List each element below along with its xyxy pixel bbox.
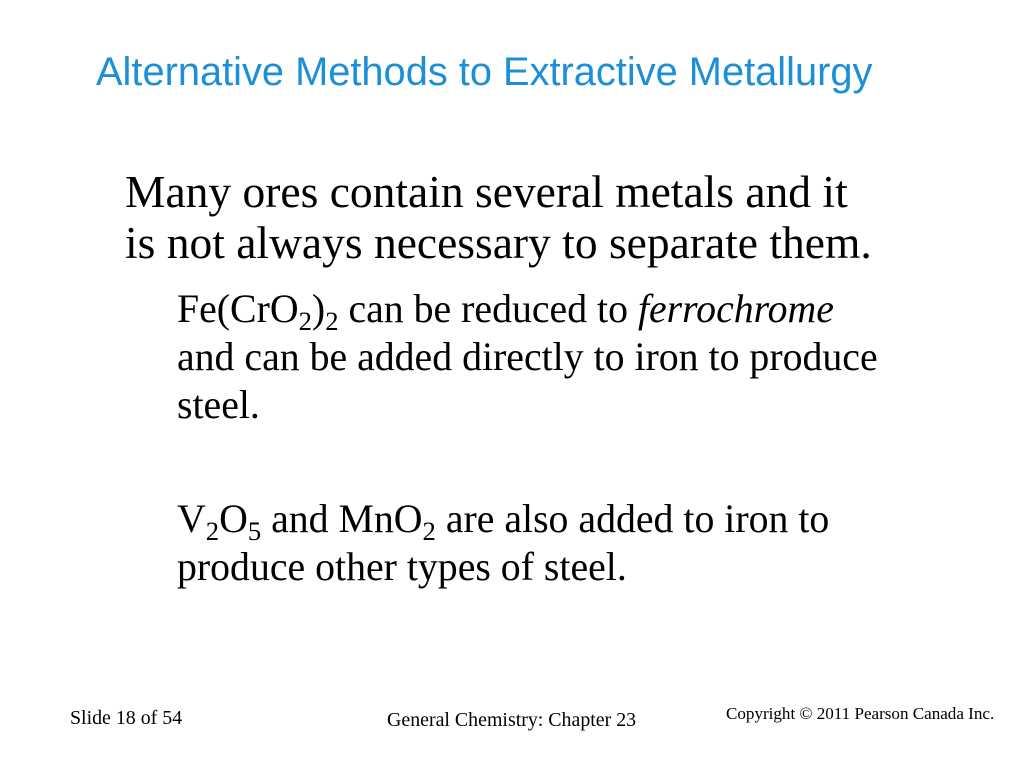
subscript: 2 xyxy=(325,305,339,336)
formula-text: Fe(CrO xyxy=(177,287,299,331)
sub-point-line: and can be added directly to iron to produce xyxy=(177,335,878,379)
formula-text: ) xyxy=(311,287,326,331)
footer-chapter: General Chemistry: Chapter 23 xyxy=(387,709,637,731)
sub-point-line xyxy=(177,285,878,336)
body-text: are also added to iron to xyxy=(435,497,830,541)
body-text: and MnO xyxy=(261,497,423,541)
footer-copyright: Copyright © 2011 Pearson Canada Inc. xyxy=(726,704,995,723)
subscript: 2 xyxy=(298,305,312,336)
sub-point-line xyxy=(177,495,830,546)
italic-term: ferrochrome xyxy=(637,287,834,331)
body-paragraph xyxy=(125,166,872,268)
formula-text: V xyxy=(177,497,206,541)
sub-point-line: steel. xyxy=(177,383,260,427)
body-text: can be reduced to xyxy=(338,287,638,331)
sub-point-other-oxides xyxy=(177,495,829,591)
sub-point-line: produce other types of steel. xyxy=(177,545,627,589)
paragraph-line: Many ores contain several metals and it xyxy=(125,166,848,217)
slide-number: Slide 18 of 54 xyxy=(70,707,183,729)
subscript: 5 xyxy=(247,515,262,546)
subscript: 2 xyxy=(205,515,220,546)
sub-point-ferrochrome xyxy=(177,285,878,429)
subscript: 2 xyxy=(422,515,436,546)
paragraph-line: is not always necessary to separate them. xyxy=(125,217,872,268)
formula-text: O xyxy=(219,497,248,541)
slide-title: Alternative Methods to Extractive Metallurgy xyxy=(96,50,873,94)
